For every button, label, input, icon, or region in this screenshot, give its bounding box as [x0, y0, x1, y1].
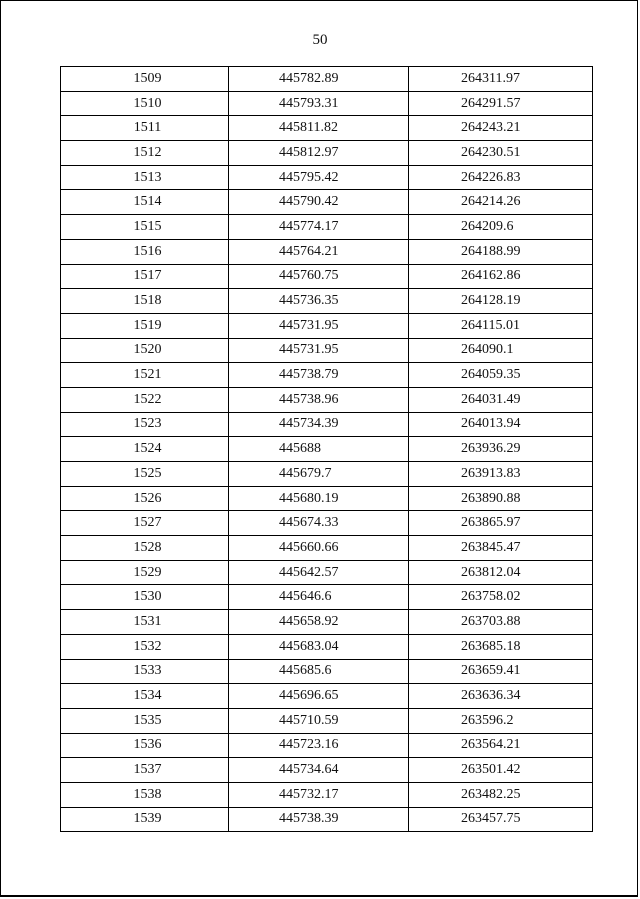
y-coordinate-cell: 263659.41 [409, 659, 593, 684]
x-coordinate-cell: 445688 [229, 437, 409, 462]
x-coordinate-cell: 445734.64 [229, 758, 409, 783]
table-row [61, 165, 593, 190]
y-coordinate-cell: 264226.83 [409, 165, 593, 190]
point-number-cell: 1513 [61, 165, 229, 190]
table-row [61, 733, 593, 758]
y-coordinate-cell: 263501.42 [409, 758, 593, 783]
table-row [61, 782, 593, 807]
point-number-cell: 1537 [61, 758, 229, 783]
y-coordinate-cell: 263758.02 [409, 585, 593, 610]
table-row [61, 437, 593, 462]
x-coordinate-cell: 445774.17 [229, 215, 409, 240]
x-coordinate-cell: 445723.16 [229, 733, 409, 758]
x-coordinate-cell: 445782.89 [229, 67, 409, 92]
x-coordinate-cell: 445710.59 [229, 708, 409, 733]
table-row [61, 338, 593, 363]
table-row [61, 289, 593, 314]
x-coordinate-cell: 445760.75 [229, 264, 409, 289]
x-coordinate-cell: 445680.19 [229, 486, 409, 511]
table-row [61, 462, 593, 487]
point-number-cell: 1515 [61, 215, 229, 240]
point-number-cell: 1525 [61, 462, 229, 487]
point-number-cell: 1517 [61, 264, 229, 289]
y-coordinate-cell: 264311.97 [409, 67, 593, 92]
table-row [61, 634, 593, 659]
y-coordinate-cell: 264209.6 [409, 215, 593, 240]
x-coordinate-cell: 445685.6 [229, 659, 409, 684]
point-number-cell: 1539 [61, 807, 229, 832]
y-coordinate-cell: 263865.97 [409, 511, 593, 536]
x-coordinate-cell: 445696.65 [229, 684, 409, 709]
y-coordinate-cell: 263703.88 [409, 610, 593, 635]
y-coordinate-cell: 263457.75 [409, 807, 593, 832]
y-coordinate-cell: 263812.04 [409, 560, 593, 585]
point-number-cell: 1510 [61, 91, 229, 116]
x-coordinate-cell: 445642.57 [229, 560, 409, 585]
table-row [61, 511, 593, 536]
y-coordinate-cell: 263913.83 [409, 462, 593, 487]
x-coordinate-cell: 445764.21 [229, 239, 409, 264]
point-number-cell: 1533 [61, 659, 229, 684]
table-row [61, 387, 593, 412]
table-row [61, 190, 593, 215]
point-number-cell: 1519 [61, 313, 229, 338]
y-coordinate-cell: 263482.25 [409, 782, 593, 807]
y-coordinate-cell: 263936.29 [409, 437, 593, 462]
x-coordinate-cell: 445811.82 [229, 116, 409, 141]
table-row [61, 239, 593, 264]
y-coordinate-cell: 264214.26 [409, 190, 593, 215]
y-coordinate-cell: 264230.51 [409, 141, 593, 166]
x-coordinate-cell: 445793.31 [229, 91, 409, 116]
x-coordinate-cell: 445674.33 [229, 511, 409, 536]
point-number-cell: 1522 [61, 387, 229, 412]
x-coordinate-cell: 445795.42 [229, 165, 409, 190]
y-coordinate-cell: 264013.94 [409, 412, 593, 437]
table-row [61, 610, 593, 635]
point-number-cell: 1511 [61, 116, 229, 141]
table-row [61, 412, 593, 437]
y-coordinate-cell: 264059.35 [409, 363, 593, 388]
x-coordinate-cell: 445658.92 [229, 610, 409, 635]
point-number-cell: 1518 [61, 289, 229, 314]
point-number-cell: 1534 [61, 684, 229, 709]
table-row [61, 215, 593, 240]
y-coordinate-cell: 263636.34 [409, 684, 593, 709]
x-coordinate-cell: 445646.6 [229, 585, 409, 610]
point-number-cell: 1527 [61, 511, 229, 536]
table-row [61, 116, 593, 141]
point-number-cell: 1536 [61, 733, 229, 758]
x-coordinate-cell: 445736.35 [229, 289, 409, 314]
x-coordinate-cell: 445738.96 [229, 387, 409, 412]
y-coordinate-cell: 264090.1 [409, 338, 593, 363]
table-row [61, 264, 593, 289]
y-coordinate-cell: 264243.21 [409, 116, 593, 141]
x-coordinate-cell: 445660.66 [229, 536, 409, 561]
point-number-cell: 1528 [61, 536, 229, 561]
x-coordinate-cell: 445790.42 [229, 190, 409, 215]
table-row [61, 536, 593, 561]
table-row [61, 758, 593, 783]
x-coordinate-cell: 445734.39 [229, 412, 409, 437]
table-row [61, 807, 593, 832]
y-coordinate-cell: 263596.2 [409, 708, 593, 733]
point-number-cell: 1523 [61, 412, 229, 437]
table-row [61, 659, 593, 684]
coordinates-table-body [61, 67, 593, 832]
point-number-cell: 1521 [61, 363, 229, 388]
y-coordinate-cell: 264128.19 [409, 289, 593, 314]
table-row [61, 708, 593, 733]
point-number-cell: 1532 [61, 634, 229, 659]
y-coordinate-cell: 263685.18 [409, 634, 593, 659]
x-coordinate-cell: 445731.95 [229, 338, 409, 363]
table-row [61, 313, 593, 338]
x-coordinate-cell: 445812.97 [229, 141, 409, 166]
point-number-cell: 1509 [61, 67, 229, 92]
x-coordinate-cell: 445683.04 [229, 634, 409, 659]
table-row [61, 67, 593, 92]
page-number: 50 [312, 32, 328, 48]
point-number-cell: 1516 [61, 239, 229, 264]
x-coordinate-cell: 445738.39 [229, 807, 409, 832]
x-coordinate-cell: 445679.7 [229, 462, 409, 487]
point-number-cell: 1520 [61, 338, 229, 363]
x-coordinate-cell: 445738.79 [229, 363, 409, 388]
point-number-cell: 1530 [61, 585, 229, 610]
point-number-cell: 1512 [61, 141, 229, 166]
y-coordinate-cell: 264115.01 [409, 313, 593, 338]
table-row [61, 141, 593, 166]
x-coordinate-cell: 445731.95 [229, 313, 409, 338]
table-row [61, 684, 593, 709]
y-coordinate-cell: 263564.21 [409, 733, 593, 758]
point-number-cell: 1538 [61, 782, 229, 807]
point-number-cell: 1524 [61, 437, 229, 462]
table-row [61, 486, 593, 511]
x-coordinate-cell: 445732.17 [229, 782, 409, 807]
y-coordinate-cell: 264188.99 [409, 239, 593, 264]
y-coordinate-cell: 263890.88 [409, 486, 593, 511]
table-row [61, 91, 593, 116]
y-coordinate-cell: 263845.47 [409, 536, 593, 561]
point-number-cell: 1531 [61, 610, 229, 635]
y-coordinate-cell: 264162.86 [409, 264, 593, 289]
point-number-cell: 1529 [61, 560, 229, 585]
point-number-cell: 1526 [61, 486, 229, 511]
table-row [61, 560, 593, 585]
table-row [61, 585, 593, 610]
y-coordinate-cell: 264031.49 [409, 387, 593, 412]
coordinates-table [60, 66, 593, 832]
point-number-cell: 1514 [61, 190, 229, 215]
point-number-cell: 1535 [61, 708, 229, 733]
table-row [61, 363, 593, 388]
y-coordinate-cell: 264291.57 [409, 91, 593, 116]
